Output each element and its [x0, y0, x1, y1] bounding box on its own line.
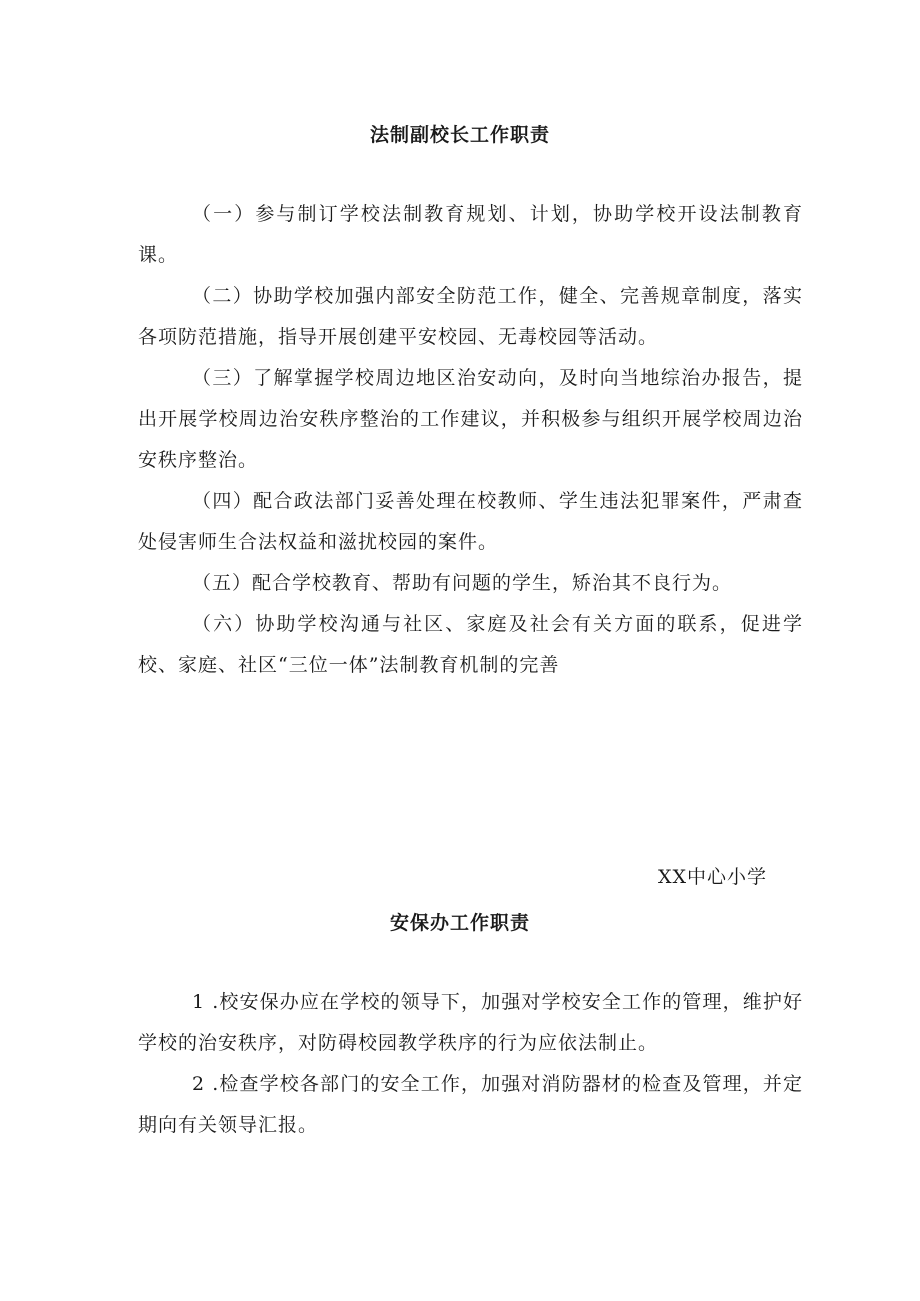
section-1-paragraph-1: （一）参与制订学校法制教育规划、计划，协助学校开设法制教育课。	[138, 203, 803, 266]
section-1-paragraph-6: （六）协助学校沟通与社区、家庭及社会有关方面的联系，促进学校、家庭、社区“三位一体”法制教育机制的完善	[138, 613, 803, 676]
section-1-title: 法制副校长工作职责	[369, 124, 550, 146]
section-1-paragraph-2: （二）协助学校加强内部安全防范工作，健全、完善规章制度，落实各项防范措施，指导开展创建平安校园、无毒校园等活动。	[138, 285, 803, 348]
section-2-title: 安保办工作职责	[389, 912, 530, 934]
section-1-paragraph-4: （四）配合政法部门妥善处理在校教师、学生违法犯罪案件，严肃查处侵害师生合法权益和滋扰校园的案件。	[138, 490, 803, 553]
section-1-paragraph-3: （三）了解掌握学校周边地区治安动向，及时向当地综治办报告，提出开展学校周边治安秩序整治的工作建议，并积极参与组织开展学校周边治安秩序整治。	[138, 367, 803, 471]
section-2-paragraph-2: 2 .检查学校各部门的安全工作，加强对消防器材的检查及管理，并定期向有关领导汇报。	[138, 1073, 803, 1136]
section-2-paragraph-1: 1 .校安保办应在学校的领导下，加强对学校安全工作的管理，维护好学校的治安秩序，对防碍校园教学秩序的行为应依法制止。	[138, 991, 803, 1054]
school-signature: XX中心小学	[658, 866, 768, 888]
section-1-paragraph-5: （五）配合学校教育、帮助有问题的学生，矫治其不良行为。	[192, 572, 733, 594]
